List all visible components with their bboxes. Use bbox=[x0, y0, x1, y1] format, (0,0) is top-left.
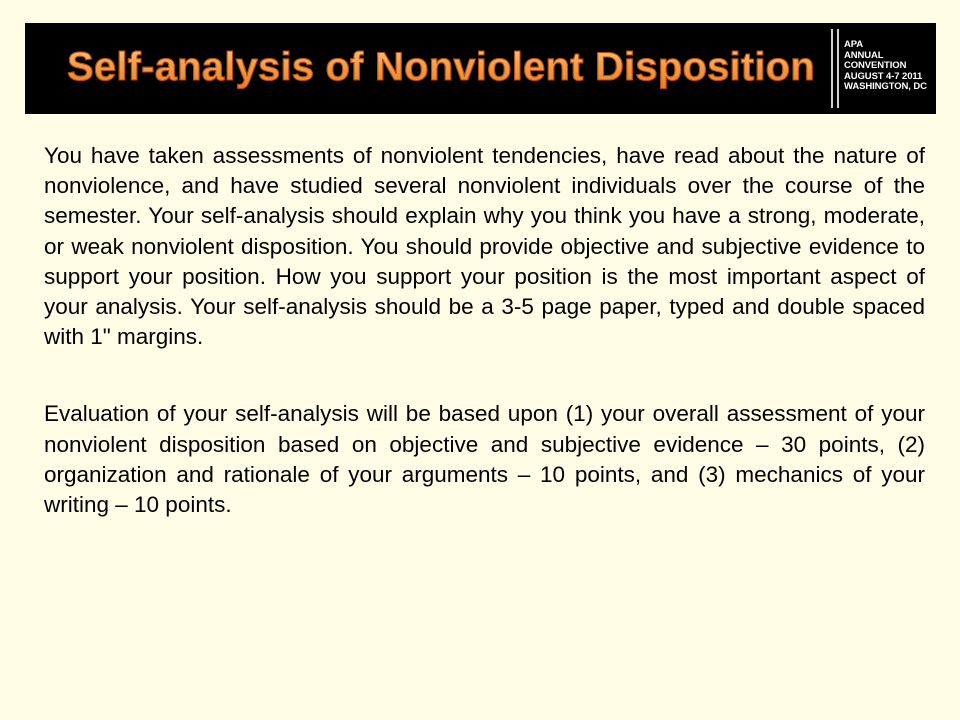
slide-title: Self-analysis of Nonviolent Disposition bbox=[58, 37, 824, 97]
banner-divider bbox=[831, 29, 833, 108]
banner-divider bbox=[837, 29, 839, 108]
convention-logo bbox=[844, 40, 927, 93]
convention-line: APA bbox=[844, 39, 864, 50]
header-banner bbox=[25, 23, 936, 114]
convention-line: CONVENTION bbox=[844, 60, 907, 71]
convention-line: WASHINGTON, DC bbox=[844, 81, 927, 92]
assignment-paragraph: You have taken assessments of nonviolent tendencies, have read about the nature of nonviolence, and have studied several nonviolent individuals over the course of the semester. Your self-analysis should explain why you think you have a strong, moderate, or weak nonviolent disposition. You should provide objective and subjective evidence to support your position. How you support your position is the most important aspect of your analysis. Your self-analysis should be a 3-5 page paper, typed and double spaced with 1" margins. bbox=[44, 143, 925, 350]
convention-line: ANNUAL bbox=[844, 49, 884, 61]
evaluation-paragraph: Evaluation of your self-analysis will be based upon (1) your overall assessment of your nonviolent disposition based on objective and subjective evidence – 30 points, (2) organization and rationale of your arguments – 10 points, and (3) mechanics of your writing – 10 points. bbox=[44, 401, 925, 518]
convention-line: AUGUST 4-7 2011 bbox=[844, 70, 923, 82]
slide-body bbox=[44, 141, 925, 520]
